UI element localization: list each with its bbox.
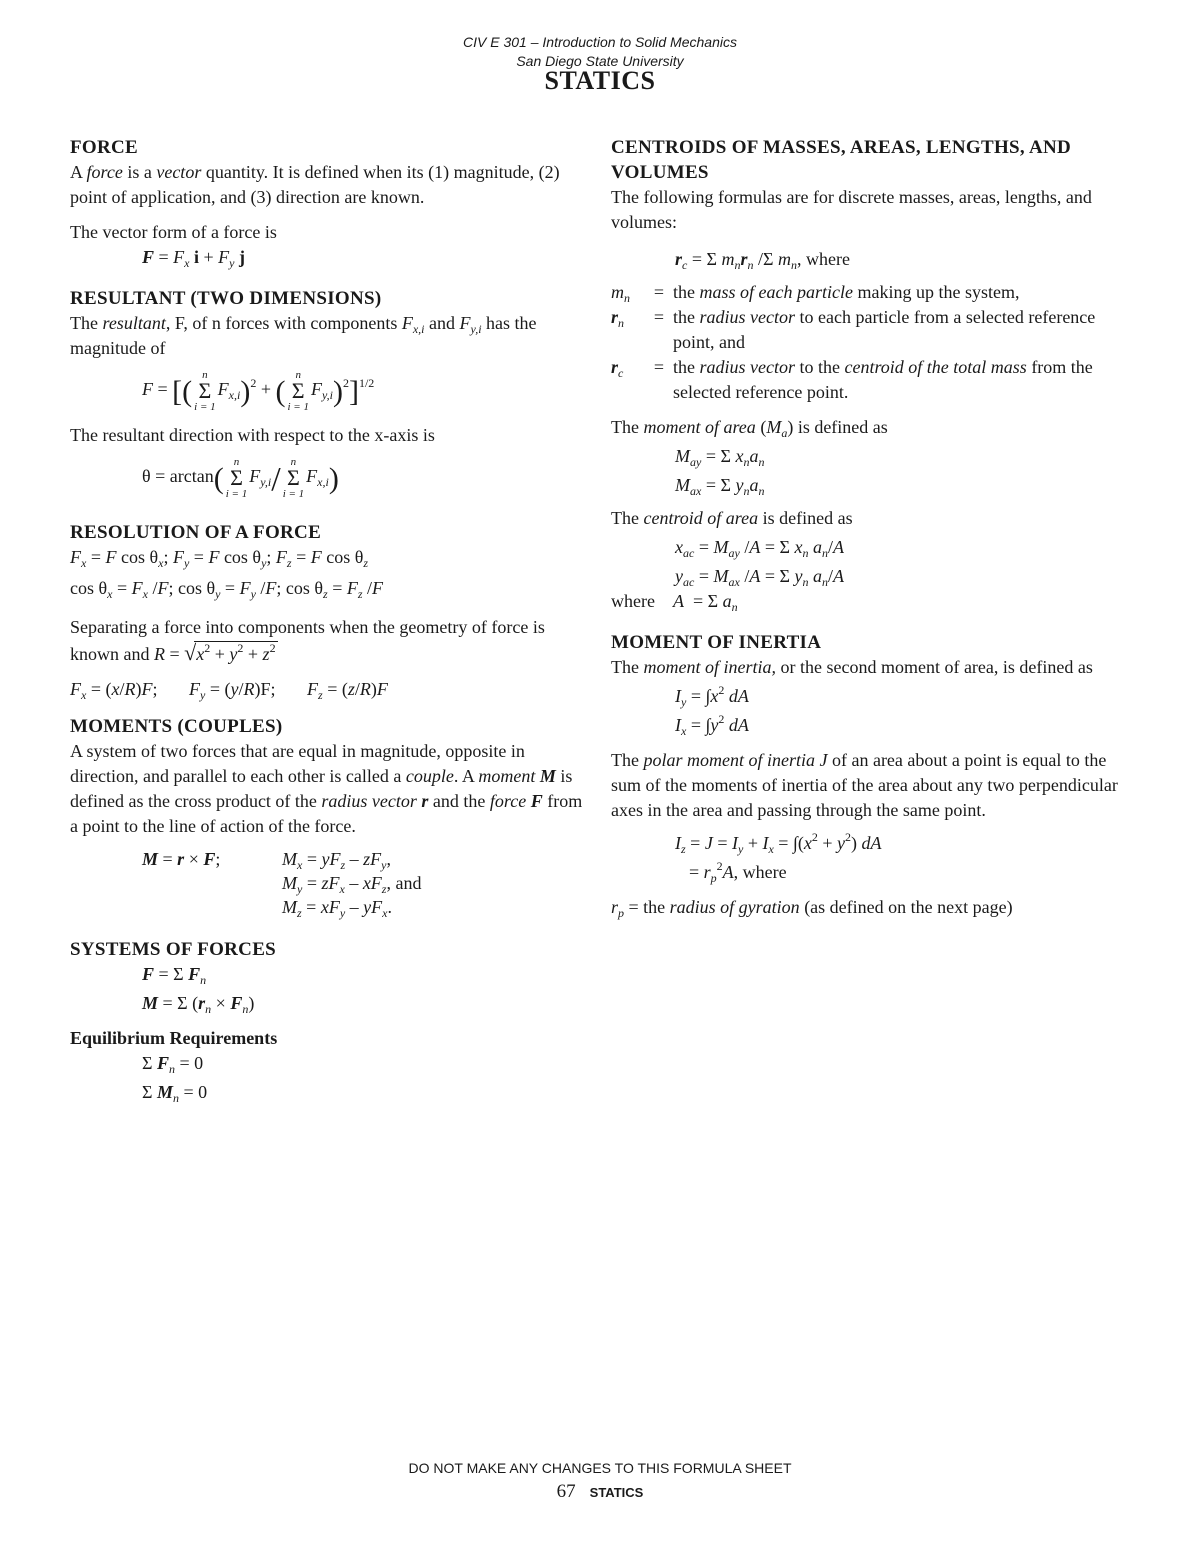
- systems-force-equation: F = Σ $F_n$: [142, 964, 207, 987]
- definition-rc: $r_c$ = the radius vector to the centroid of the total mass from the selected reference point.: [611, 357, 1093, 402]
- page-number: 67: [556, 1481, 576, 1502]
- resolution-heading: RESOLUTION OF A FORCE: [70, 522, 322, 543]
- polar-inertia-text: The polar moment of inertia J of an area about a point is equal to the sum of the moments of inertia of the area about any two perpendicular axes in the area and passing through the same point.: [611, 750, 1118, 820]
- resultant-magnitude-equation: F = [( n Σ i = 1 $F_{x,i})^2$ + ( n Σ i = 1 $F_{y,i})^2]^{1/2}$: [142, 369, 375, 413]
- centroid-mass-equation: $r_c = \Sigma$ $m_nr_n$ /Σ $m_n$, where: [675, 249, 850, 272]
- left-column: [70, 135, 590, 1105]
- equilibrium-moment: Σ $M_n = 0$: [142, 1082, 208, 1105]
- vector-form-text: The vector form of a force is: [70, 222, 277, 242]
- moment-equations: M = r × F; $M_x = yF_z - zF_y$, $M_y = zF_x - xF_z$, and $M_z = xF_y - yF_x$.: [142, 849, 422, 920]
- polar-inertia-equation: $I_z = J = I_y + I_x = \int(x^2 + y^2)$ dA: [675, 830, 882, 856]
- inertia-y-equation: $I_y = \int x^2$ dA: [675, 683, 749, 709]
- gyration-equation: = $r_p^2A$, where: [689, 859, 787, 885]
- resolution-equations-1: $F_x = F$ $\cos \theta_x$; $F_y = F$ $\cos \theta_y$; $F_z = F$ $\cos \theta_z$: [70, 547, 369, 570]
- moment-of-area-x: $M_{ax} = \Sigma$ $y_na_n$: [675, 475, 765, 498]
- moments-definition: A system of two forces that are equal in magnitude, opposite in direction, and parallel to each other is called a couple. A moment M is defined as the cross product of the radius vector r and the force F from a point to the line of action of the force.: [70, 741, 583, 836]
- equilibrium-force: Σ $F_n = 0$: [142, 1053, 204, 1076]
- inertia-intro: The moment of inertia, or the second moment of area, is defined as: [611, 657, 1093, 677]
- inertia-x-equation: $I_x = \int y^2$ dA: [675, 712, 749, 738]
- centroid-of-area-text: The centroid of area is defined as: [611, 508, 853, 528]
- moment-of-area-y: $M_{ay} = \Sigma$ $x_na_n$: [675, 446, 765, 469]
- definition-mn: $m_n$ = the mass of each particle making up the system,: [611, 282, 1020, 305]
- course-title: CIV E 301 – Introduction to Solid Mechanics: [463, 34, 737, 50]
- resultant-direction-text: The resultant direction with respect to the x-axis is: [70, 425, 435, 445]
- resultant-definition: The resultant, F, of n forces with components $F_{x,i}$ and $F_{y,i}$ has the magnitude of: [70, 313, 537, 358]
- inertia-heading: MOMENT OF INERTIA: [611, 632, 822, 653]
- force-heading: FORCE: [70, 137, 138, 158]
- centroid-y-equation: $y_{ac} = M_{ax}$ /A = Σ $y_n$ $a_n/A$: [675, 566, 844, 589]
- resultant-heading: RESULTANT (TWO DIMENSIONS): [70, 288, 382, 309]
- systems-moment-equation: M = Σ $(r_n \times F_n)$: [142, 993, 255, 1016]
- footer-section: STATICS: [589, 1485, 644, 1500]
- vector-form-equation: $F = F_x$ $i + F_y$ j: [142, 247, 245, 270]
- gyration-definition: $r_p$ = the radius of gyration (as defined on the next page): [611, 897, 1013, 920]
- resultant-direction-equation: θ = arctan( n Σ i = 1 $F_{y,i}/$ n Σ i = 1 $F_{x,i}$): [142, 456, 339, 500]
- university-name: San Diego State University: [516, 53, 684, 69]
- moments-heading: MOMENTS (COUPLES): [70, 716, 283, 737]
- component-equations: $F_x = (x/R)F$; $F_y = (y/R)F$; $F_z = (z/R)F$: [70, 679, 388, 702]
- centroids-intro: The following formulas are for discrete masses, areas, lengths, and volumes:: [611, 187, 1092, 232]
- centroid-definitions: [611, 280, 1131, 405]
- area-sum-equation: where A = Σ $a_n$: [611, 591, 738, 614]
- definition-rn: $r_n$ = the radius vector to each particle from a selected reference point, and: [611, 307, 1096, 352]
- centroid-x-equation: $x_{ac} = M_{ay}$ /A = Σ $x_n$ $a_n/A$: [675, 537, 844, 560]
- separating-text: Separating a force into components when the geometry of force is known and $R = √x^2 + y^2 + z^2$: [70, 617, 545, 665]
- page-title: STATICS: [544, 66, 656, 95]
- footer-notice: DO NOT MAKE ANY CHANGES TO THIS FORMULA SHEET: [408, 1460, 792, 1476]
- footer-page: [0, 1481, 1200, 1503]
- centroids-heading: CENTROIDS OF MASSES, AREAS, LENGTHS, AND VOLUMES: [611, 137, 1072, 183]
- resolution-equations-2: $\cos \theta_x = F_x$ /F; $\cos \theta_y = F_y$ /F; $\cos \theta_z = F_z$ /F: [70, 578, 384, 601]
- right-column: [611, 135, 1136, 920]
- force-definition: A force is a vector quantity. It is defined when its (1) magnitude, (2) point of application, and (3) direction are known.: [70, 162, 560, 207]
- systems-heading: SYSTEMS OF FORCES: [70, 939, 277, 960]
- moment-of-area-text: The moment of area $(M_a)$ is defined as: [611, 417, 888, 440]
- equilibrium-heading: Equilibrium Requirements: [70, 1028, 278, 1048]
